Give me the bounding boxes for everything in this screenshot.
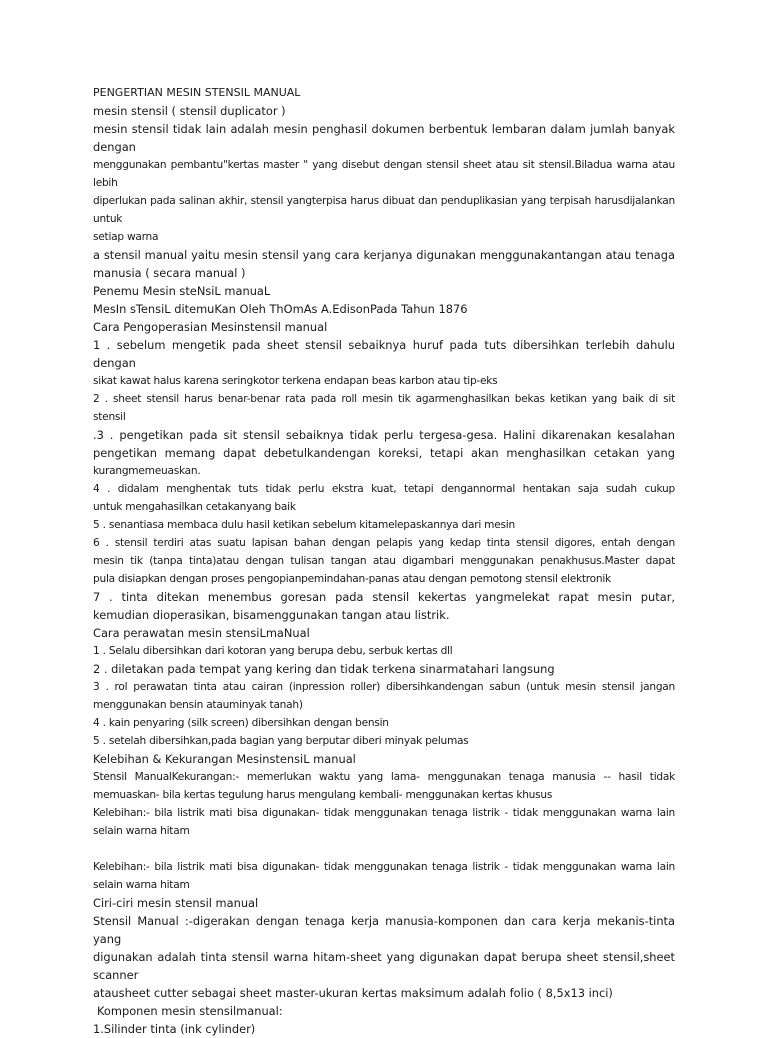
characteristics-line: atausheet cutter sebagai sheet master-ukuran kertas maksimum adalah folio ( 8,5x13 inci)	[93, 986, 613, 1000]
maintenance-heading: Cara perawatan mesin stensiLmaNual	[93, 626, 310, 640]
maintenance-step-line: menggunakan bensin atauminyak tanah)	[93, 699, 303, 711]
operation-step-line: 2 . sheet stensil harus benar-benar rata pada roll mesin tik agarmenghasilkan bekas ketikan yang baik di sit	[93, 393, 675, 405]
inventor-line: MesIn sTensiL ditemuKan Oleh ThOmAs A.EdisonPada Tahun 1876	[93, 302, 468, 316]
pros-line: selain warna hitam	[93, 825, 190, 837]
manual-definition-line: manusia ( secara manual )	[93, 266, 246, 280]
definition-line: setiap warna	[93, 231, 159, 243]
pros-cons-heading: Kelebihan & Kekurangan MesinstensiL manual	[93, 752, 356, 766]
definition-line: mesin stensil tidak lain adalah mesin penghasil dokumen berbentuk lembaran dalam jumlah banyak dengan	[93, 122, 675, 154]
characteristics-line: digunakan adalah tinta stensil warna hitam-sheet yang digunakan dapat berupa sheet stensil,sheet scanner	[93, 950, 675, 982]
definition-line: diperlukan pada salinan akhir, stensil yangterpisa harus dibuat dan penduplikasian yang terpisah harusdijalankan untuk	[93, 195, 675, 225]
maintenance-step-line: 5 . setelah dibersihkan,pada bagian yang berputar diberi minyak pelumas	[93, 735, 469, 747]
operation-heading: Cara Pengoperasian Mesinstensil manual	[93, 320, 328, 334]
operation-step-line: kemudian dioperasikan, bisamenggunakan tangan atau listrik.	[93, 608, 450, 622]
maintenance-step-line: 1 . Selalu dibersihkan dari kotoran yang berupa debu, serbuk kertas dll	[93, 645, 453, 657]
operation-step-line: mesin tik (tanpa tinta)atau dengan tulisan tangan atau digambari menggunakan penakhusus.Master dapat	[93, 555, 675, 567]
operation-step-line: stensil	[93, 411, 126, 423]
pros-line: Kelebihan:- bila listrik mati bisa digunakan- tidak menggunakan tenaga listrik - tidak menggunakan warna lain	[93, 807, 675, 819]
subtitle-line: mesin stensil ( stensil duplicator )	[93, 104, 286, 118]
inventor-heading: Penemu Mesin steNsiL manuaL	[93, 284, 271, 298]
document-page	[93, 84, 675, 1038]
operation-step-line: untuk mengahasilkan cetakanyang baik	[93, 501, 296, 513]
characteristics-line: Stensil Manual :-digerakan dengan tenaga kerja manusia-komponen dan cara kerja mekanis-tinta yang	[93, 914, 675, 946]
operation-step-line: .3 . pengetikan pada sit stensil sebaiknya tidak perlu tergesa-gesa. Halini dikarenakan kesalahan	[93, 428, 675, 442]
operation-step-line: pula disiapkan dengan proses pengopianpemindahan-panas atau dengan pemotong stensil elektronik	[93, 573, 611, 585]
definition-line: menggunakan pembantu"kertas master " yang disebut dengan stensil sheet atau sit stensil.Biladua warna atau lebih	[93, 159, 675, 189]
blank-line	[93, 840, 675, 858]
characteristics-heading: Ciri-ciri mesin stensil manual	[93, 896, 259, 910]
pros-line: Kelebihan:- bila listrik mati bisa digunakan- tidak menggunakan tenaga listrik - tidak menggunakan warna lain	[93, 861, 675, 873]
operation-step-line: 1 . sebelum mengetik pada sheet stensil sebaiknya huruf pada tuts dibersihkan terlebih dahulu dengan	[93, 338, 675, 370]
maintenance-step-line: 2 . diletakan pada tempat yang kering dan tidak terkena sinarmatahari langsung	[93, 662, 555, 676]
components-heading: Komponen mesin stensilmanual:	[97, 1004, 283, 1018]
operation-step-line: sikat kawat halus karena seringkotor terkena endapan beas karbon atau tip-eks	[93, 375, 498, 387]
maintenance-step-line: 4 . kain penyaring (silk screen) dibersihkan dengan bensin	[93, 717, 389, 729]
operation-step-line: 5 . senantiasa membaca dulu hasil ketikan sebelum kitamelepaskannya dari mesin	[93, 519, 515, 531]
pros-line: selain warna hitam	[93, 879, 190, 891]
operation-step-line: pengetikan memang dapat debetulkandengan koreksi, tetapi akan menghasilkan cetakan yang	[93, 446, 675, 460]
operation-step-line: 7 . tinta ditekan menembus goresan pada stensil kekertas yangmelekat rapat mesin putar,	[93, 590, 675, 604]
cons-line: Stensil ManualKekurangan:- memerlukan waktu yang lama- menggunakan tenaga manusia -- hasil tidak	[93, 771, 675, 783]
operation-step-line: 6 . stensil terdiri atas suatu lapisan bahan dengan pelapis yang kedap tinta stensil digores, entah dengan	[93, 537, 675, 549]
document-title: PENGERTIAN MESIN STENSIL MANUAL	[93, 86, 301, 99]
maintenance-step-line: 3 . rol perawatan tinta atau cairan (inpression roller) dibersihkandengan sabun (untuk mesin stensil jangan	[93, 681, 675, 693]
operation-step-line: kurangmemeuaskan.	[93, 465, 201, 477]
cons-line: memuaskan- bila kertas tegulung harus mengulang kembali- menggunakan kertas khusus	[93, 789, 553, 801]
component-item: 1.Silinder tinta (ink cylinder)	[93, 1022, 256, 1036]
operation-step-line: 4 . didalam menghentak tuts tidak perlu ekstra kuat, tetapi dengannormal hentakan saja sudah cukup	[93, 483, 675, 495]
manual-definition-line: a stensil manual yaitu mesin stensil yang cara kerjanya digunakan menggunakantangan atau tenaga	[93, 248, 675, 262]
